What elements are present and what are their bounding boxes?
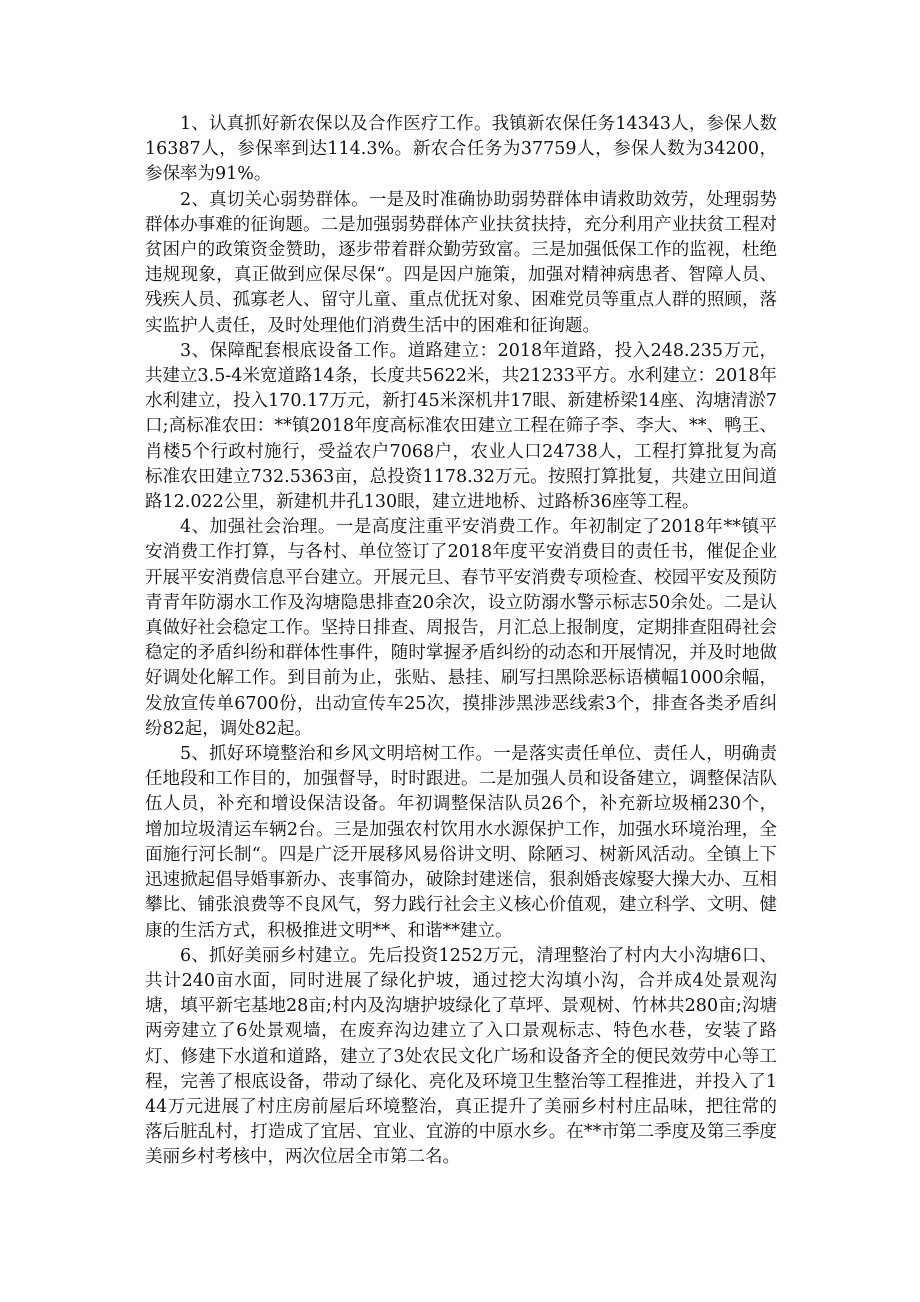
paragraph-6-beautiful-village: 6、抓好美丽乡村建立。先后投资1252万元，清理整治了村内大小沟塘6口、共计240亩水面，同时进展了绿化护坡，通过挖大沟填小沟，合并成4处景观沟塘，填平新宅基地28亩;村内及沟塘护坡绿化了草坪、景观树、竹林共280亩;沟塘两旁建立了6处景观墙，在废弃沟边建立了入口景观标志、特色水巷，安装了路灯、修建下水道和道路，建立了3处农民文化广场和设备齐全的便民效劳中心等工程，完善了根底设备，带动了绿化、亮化及环境卫生整治等工程推进，并投入了144万元进展了村庄房前屋后环境整治，真正提升了美丽乡村村庄品味，把往常的落后脏乱村，打造成了宜居、宜业、宜游的中原水乡。在**市第二季度及第三季度美丽乡村考核中，两次位居全市第二名。	[145, 945, 777, 1168]
paragraph-4-social-governance: 4、加强社会治理。一是高度注重平安消费工作。年初制定了2018年**镇平安消费工作打算，与各村、单位签订了2018年度平安消费目的责任书，催促企业开展平安消费信息平台建立。开展元旦、春节平安消费专项检查、校园平安及预防青青年防溺水工作及沟塘隐患排查20余次，设立防溺水警示标志50余处。二是认真做好社会稳定工作。坚持日排查、周报告，月汇总上报制度，定期排查阻碍社会稳定的矛盾纠纷和群体性事件，随时掌握矛盾纠纷的动态和开展情况，并及时地做好调处化解工作。到目前为止，张贴、悬挂、刷写扫黑除恶标语横幅1000余幅，发放宣传单6700份，出动宣传车25次，摸排涉黑涉恶线索3个，排查各类矛盾纠纷82起，调处82起。	[145, 517, 777, 739]
paragraph-3-infrastructure: 3、保障配套根底设备工作。道路建立：2018年道路，投入248.235万元，共建立3.5-4米宽道路14条，长度共5622米，共21233平方。水利建立：2018年水利建立，投入170.17万元，新打45米深机井17眼、新建桥梁14座、沟塘清淤7口;高标准农田：**镇2018年度高标准农田建立工程在筛子李、李大、**、鸭王、肖楼5个行政村施行，受益农户7068户，农业人口24738人，工程打算批复为高标准农田建立732.5363亩，总投资1178.32万元。按照打算批复，共建立田间道路12.022公里，新建机井孔130眼，建立进地桥、过路桥36座等工程。	[145, 340, 777, 513]
document-body	[145, 112, 777, 1171]
paragraph-2-vulnerable-groups: 2、真切关心弱势群体。一是及时准确协助弱势群体申请救助效劳，处理弱势群体办事难的征询题。二是加强弱势群体产业扶贫扶持，充分利用产业扶贫工程对贫困户的政策资金赞助，逐步带着群众勤劳致富。三是加强低保工作的监视，杜绝违规现象，真正做到应保尽保“。四是因户施策，加强对精神病患者、智障人员、残疾人员、孤寡老人、留守儿童、重点优抚对象、困难党员等重点人群的照顾，落实监护人责任，及时处理他们消费生活中的困难和征询题。	[145, 189, 777, 336]
paragraph-5-environment: 5、抓好环境整治和乡风文明培树工作。一是落实责任单位、责任人，明确责任地段和工作目的，加强督导，时时跟进。二是加强人员和设备建立，调整保洁队伍人员，补充和增设保洁设备。年初调整保洁队员26个，补充新垃圾桶230个，增加垃圾清运车辆2台。三是加强农村饮用水水源保护工作，加强水环境治理，全面施行河长制“。四是广泛开展移风易俗讲文明、除陋习、树新风活动。全镇上下迅速掀起倡导婚事新办、丧事简办，破除封建迷信，狠刹婚丧嫁娶大操大办、互相攀比、铺张浪费等不良风气，努力践行社会主义核心价值观，建立科学、文明、健康的生活方式，积极推进文明**、和谐**建立。	[145, 744, 777, 941]
paragraph-1-medical-insurance: 1、认真抓好新农保以及合作医疗工作。我镇新农保任务14343人，参保人数16387人，参保率到达114.3%。新农合任务为37759人，参保人数为34200，参保率为91%。	[145, 114, 777, 185]
